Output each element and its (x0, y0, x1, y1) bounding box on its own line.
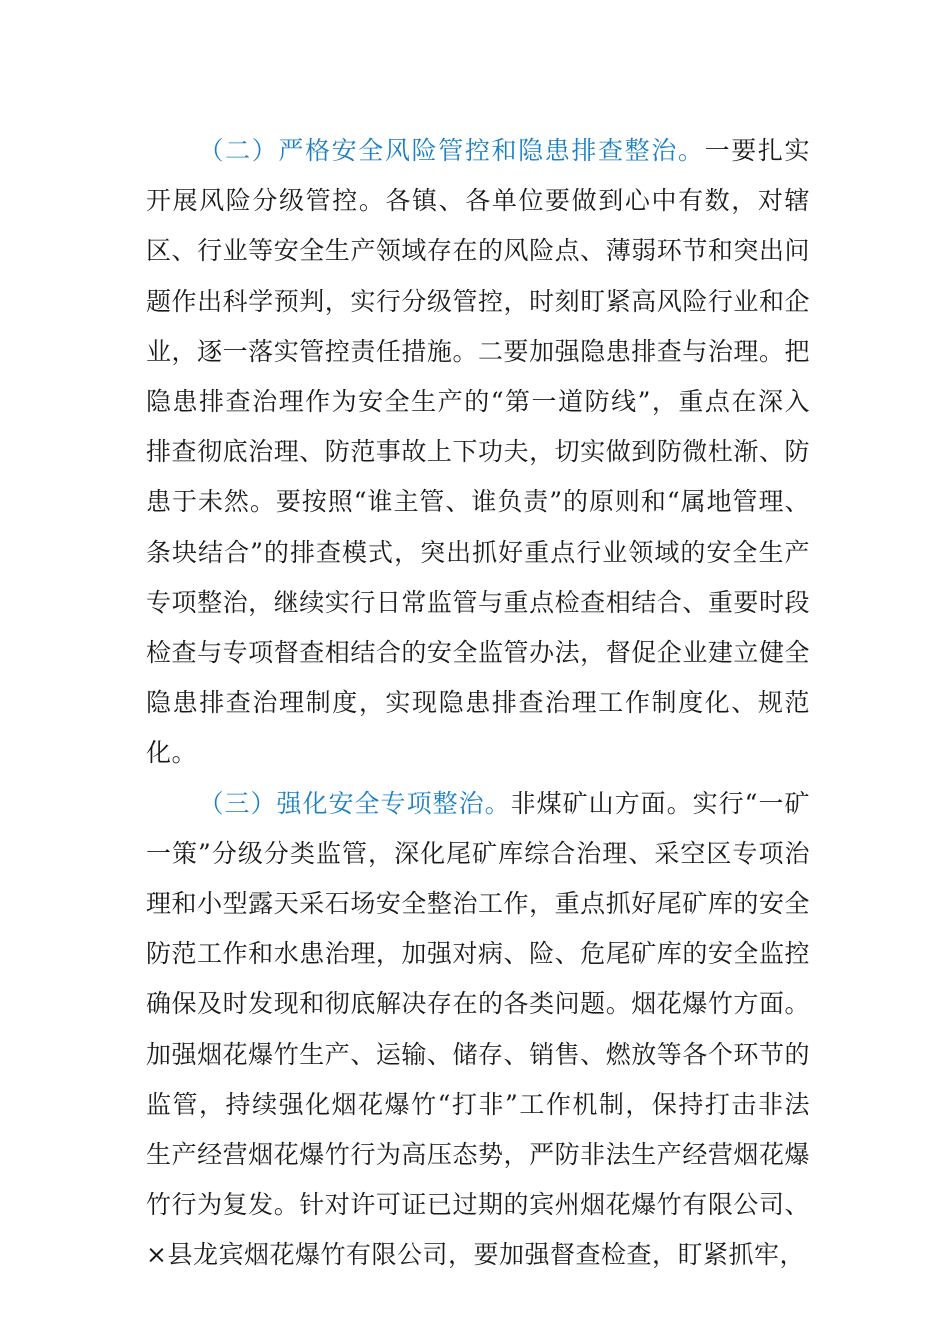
section-paragraph-3 (146, 779, 810, 1281)
section-heading-2: （二）严格安全风险管控和隐患排查整治。 (198, 136, 705, 165)
section-paragraph-2 (146, 126, 810, 779)
document-body (146, 126, 810, 1281)
section-heading-3: （三）强化安全专项整治。 (198, 788, 511, 818)
section-body-3: 非煤矿山方面。实行“一矿一策”分级分类监管，深化尾矿库综合治理、采空区专项治理和小型露天采石场安全整治工作，重点抓好尾矿库的安全防范工作和水患治理，加强对病、险、危尾矿库的安全监控确保及时发现和彻底解决存在的各类问题。烟花爆竹方面。加强烟花爆竹生产、运输、储存、销售、燃放等各个环节的监管，持续强化烟花爆竹“打非”工作机制，保持打击非法生产经营烟花爆竹行为高压态势，严防非法生产经营烟花爆竹行为复发。针对许可证已过期的宾州烟花爆竹有限公司、×县龙宾烟花爆竹有限公司，要加强督查检查，盯紧抓牢， (146, 788, 810, 1270)
section-body-2: 一要扎实开展风险分级管控。各镇、各单位要做到心中有数，对辖区、行业等安全生产领域存在的风险点、薄弱环节和突出问题作出科学预判，实行分级管控，时刻盯紧高风险行业和企业，逐一落实管控责任措施。二要加强隐患排查与治理。把隐患排查治理作为安全生产的“第一道防线”，重点在深入排查彻底治理、防范事故上下功夫，切实做到防微杜渐、防患于未然。要按照“谁主管、谁负责”的原则和“属地管理、条块结合”的排查模式，突出抓好重点行业领域的安全生产专项整治，继续实行日常监管与重点检查相结合、重要时段检查与专项督查相结合的安全监管办法，督促企业建立健全隐患排查治理制度，实现隐患排查治理工作制度化、规范化。 (146, 136, 810, 768)
